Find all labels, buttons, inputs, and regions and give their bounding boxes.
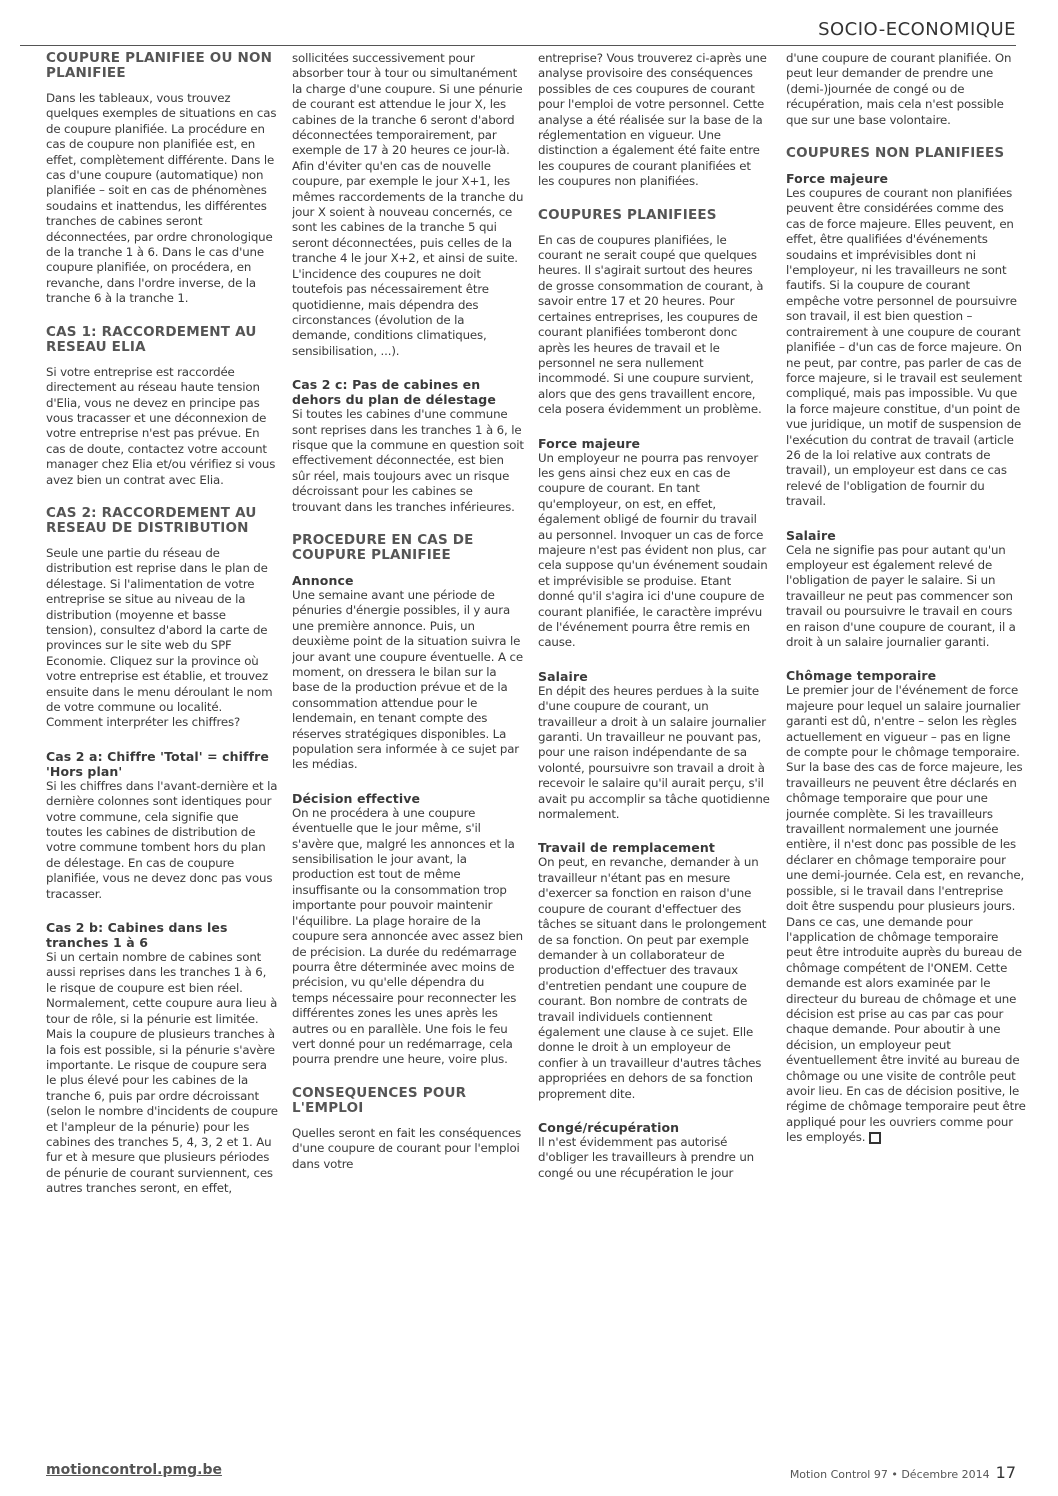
paragraph-text: Le premier jour de l'événement de force majeure pour lequel un salaire journalier garanti est dû, n'entre – selon les règles actuellement en vigueur – pas en ligne de compte pour le chômage temporaire. Sur la base des cas de force majeure, les travailleurs ne peuvent être déclarés en chômage temporaire que pour une journée complète. Si les travailleurs travaillent normalement une journée entière, il n'est donc pas possible de les déclarer en chômage temporaire pour une demi-journée. Cela est, en revanche, possible, si le travail dans l'entreprise doit être suspendu pour plusieurs jours. Dans ce cas, une demande pour l'application de chômage temporaire peut être introduite auprès du bureau de chômage compétent de l'ONEM. Cette demande est alors examinée par le directeur du bureau de chômage et une décision est prise au cas par cas pour chaque demande. Pour aboutir à une décision, un employeur peut éventuellement être invité au bureau de chômage ou une visite de contrôle peut avoir lieu. En cas de décision positive, le régime de chômage temporaire peut être appliqué pour les ouvriers comme pour les employés. — [786, 683, 1026, 1145]
page-number: 17 — [995, 1463, 1016, 1482]
sub-heading: Salaire — [538, 668, 588, 684]
article-block — [292, 377, 524, 515]
paragraph — [786, 186, 1026, 510]
paragraph — [786, 51, 1026, 128]
paragraph — [538, 233, 770, 418]
sub-heading: Force majeure — [786, 171, 889, 187]
sub-heading: Annonce — [292, 572, 354, 588]
paragraph-text: Une semaine avant une période de pénuries d'énergie possibles, il y aura une première annonce. Puis, un deuxième point de la situation suivra le jour avant une coupure éventuelle. A ce moment, on dressera le bilan sur la base de la production prévue et de la consommation attendue pour le lendemain, en tenant compte des réserves stratégiques disponibles. La population sera informée à ce sujet par les médias. — [292, 587, 523, 772]
section-heading: COUPURES PLANIFIEES — [538, 206, 717, 223]
paragraph-text: Seule une partie du réseau de distribution est reprise dans le plan de délestage. Si l'alimentation de votre entreprise se situe au niveau de la distribution (moyenne et basse tension), consultez d'abord la carte de provinces sur le site web du SPF Economie. Cliquez sur la province où votre entreprise est établie, et trouvez ensuite dans le menu déroulant le nom de votre commune ou localité. Comment interpréter les chiffres? — [46, 545, 273, 730]
section-heading: CAS 1: RACCORDEMENT AU RESEAU ELIA — [46, 323, 257, 355]
paragraph — [292, 806, 524, 1068]
paragraph — [538, 684, 770, 823]
sub-heading: Salaire — [786, 527, 836, 543]
article-body — [0, 51, 1058, 1451]
paragraph-text: Les coupures de courant non planifiées peuvent être considérées comme des cas de force majeure. Elles peuvent, en effet, être qualifiées d'événements soudains et imprévisibles dont ni l'employeur, ni les travailleurs ne sont fautifs. Si la coupure de courant empêche votre personnel de poursuivre son travail, il est bien question – contrairement à une coupure de courant planifiée – d'un cas de force majeure. On ne peut, par contre, pas parler de cas de force majeure, si le travail est seulement compliqué, mais pas impossible. Vu que la force majeure constitue, d'un point de vue juridique, un motif de suspension de l'exécution du contrat de travail (article 26 de la loi relative aux contrats de travail), un employeur est dans ce cas relevé de l'obligation de fournir du travail. — [786, 186, 1022, 509]
paragraph-text: Si les chiffres dans l'avant-dernière et la dernière colonnes sont identiques pour votre commune, cela signifie que toutes les cabines de distribution de votre commune tombent hors du plan de délestage. En cas de coupure planifiée, vous ne devez donc pas vous tracasser. — [46, 778, 278, 901]
section-label: SOCIO-ECONOMIQUE — [20, 19, 1016, 46]
column-4 — [786, 51, 1026, 1451]
paragraph — [46, 546, 278, 731]
paragraph-text: Si un certain nombre de cabines sont aussi reprises dans les tranches 1 à 6, le risque de coupure est bien réel. Normalement, cette coupure aura lieu à tour de rôle, si la pénurie est limitée. Mais la coupure de plusieurs tranches à la fois est possible, si la pénurie s'avère importante. Le risque de coupure sera le plus élevé pour les cabines de la tranche 6, puis par ordre décroissant (selon le nombre d'incidents de coupure et l'ampleur de la pénurie) pour les cabines des tranches 5, 4, 3, 2 et 1. Au fur et à mesure que plusieurs périodes de pénurie de courant surviennent, ces autres tranches seront, en effet, — [46, 950, 278, 1196]
sub-heading: Congé/récupération — [538, 1119, 680, 1135]
sub-heading: Cas 2 c: Pas de cabines en dehors du plan de délestage — [292, 377, 496, 408]
paragraph — [46, 365, 278, 488]
paragraph-text: En dépit des heures perdues à la suite d'une coupure de courant, un travailleur a droit à un salaire journalier garanti. Un travailleur ne pouvant pas, pour une raison indépendante de sa volonté, poursuivre son travail a droit à recevoir le salaire qu'il aurait perçu, s'il avait pu accomplir sa tâche quotidienne normalement. — [538, 683, 770, 822]
article-block — [46, 749, 278, 902]
sub-heading: Force majeure — [538, 435, 641, 451]
sub-heading: Cas 2 b: Cabines dans les tranches 1 à 6 — [46, 920, 228, 951]
column-2 — [292, 51, 524, 1451]
article-block — [538, 669, 770, 823]
paragraph-text: sollicitées successivement pour absorber tour à tour ou simultanément la charge d'une coupure. Si une pénurie de courant est attendue le jour X, les cabines de la tranche 6 seront d'abord déconnectées temporairement, par exemple de 17 à 20 heures ce jour-là. Afin d'éviter qu'en cas de nouvelle coupure, par exemple le jour X+1, les mêmes raccordements de la tranche du jour X soient à nouveau concernés, ce sont les cabines de la tranche 5 qui seront déconnectées, puis celles de la tranche 4 le jour X+2, et ainsi de suite. L'incidence des coupures ne doit toutefois pas nécessairement être quotidienne, mais dépendra des circonstances (évolution de la demande, conditions climatiques, sensibilisation, ...). — [292, 51, 524, 358]
paragraph — [538, 1135, 770, 1181]
paragraph-text: d'une coupure de courant planifiée. On peut leur demander de prendre une (demi-)journée de congé ou de récupération, mais cela n'est possible que sur une base volontaire. — [786, 51, 1012, 127]
article-block — [538, 436, 770, 651]
paragraph — [292, 1126, 524, 1172]
paragraph-text: Si toutes les cabines d'une commune sont reprises dans les tranches 1 à 6, le risque que la commune en question soit effectivement déconnectée, est bien sûr réel, mais toujours avec un risque décroissant pour les cabines se trouvant dans les tranches inférieures. — [292, 407, 524, 514]
paragraph — [538, 51, 770, 190]
article-block — [786, 146, 1026, 510]
paragraph-text: Cela ne signifie pas pour autant qu'un employeur est également relevé de l'obligation de payer le salaire. Si un travailleur ne peut pas commencer son travail ou poursuivre le travail en cours en raison d'une coupure de courant, il a droit à un salaire journalier garanti. — [786, 542, 1016, 649]
sub-heading: Décision effective — [292, 790, 421, 806]
paragraph-text: Si votre entreprise est raccordée directement au réseau haute tension d'Elia, vous ne devez en principe pas vous tracasser et une déconnexion de votre entreprise n'est pas prévue. En cas de doute, contactez votre account manager chez Elia et/ou vérifiez si vous avez bien un contrat avec Elia. — [46, 364, 276, 487]
footer-issue — [790, 1463, 1016, 1482]
column-3 — [538, 51, 770, 1451]
article-block — [538, 208, 770, 418]
article-block — [46, 920, 278, 1197]
sub-heading: Chômage temporaire — [786, 668, 937, 684]
article-block — [46, 506, 278, 731]
column-1 — [46, 51, 278, 1451]
paragraph — [46, 950, 278, 1197]
paragraph — [292, 588, 524, 773]
article-block — [786, 51, 1026, 128]
paragraph-text: Il n'est évidemment pas autorisé d'obliger les travailleurs à prendre un congé ou une récupération le jour — [538, 1134, 754, 1180]
paragraph — [46, 779, 278, 902]
footer-site-link[interactable]: motioncontrol.pmg.be — [46, 1462, 222, 1478]
section-heading: CAS 2: RACCORDEMENT AU RESEAU DE DISTRIBUTION — [46, 504, 257, 536]
paragraph — [292, 407, 524, 515]
paragraph — [538, 451, 770, 651]
end-of-article-icon — [869, 1132, 881, 1144]
article-block — [538, 1120, 770, 1181]
article-block — [786, 668, 1026, 1145]
paragraph — [786, 683, 1026, 1145]
section-heading: CONSEQUENCES POUR L'EMPLOI — [292, 1084, 467, 1116]
article-block — [292, 533, 524, 773]
section-heading: PROCEDURE EN CAS DE COUPURE PLANIFIEE — [292, 531, 474, 563]
paragraph — [292, 51, 524, 359]
article-block — [46, 325, 278, 488]
footer-issue-text: Motion Control 97 • Décembre 2014 — [789, 1468, 990, 1481]
paragraph — [538, 855, 770, 1102]
section-heading: COUPURE PLANIFIEE OU NON PLANIFIEE — [46, 51, 273, 81]
paragraph — [46, 91, 278, 307]
paragraph-text: Quelles seront en fait les conséquences d'une coupure de courant pour l'emploi dans votre — [292, 1125, 522, 1171]
section-heading: COUPURES NON PLANIFIEES — [786, 145, 1005, 162]
article-block — [292, 791, 524, 1068]
sub-heading: Cas 2 a: Chiffre 'Total' = chiffre 'Hors plan' — [46, 748, 269, 779]
article-block — [786, 528, 1026, 651]
article-block — [538, 51, 770, 190]
paragraph-text: En cas de coupures planifiées, le courant ne serait coupé que quelques heures. Il s'agirait surtout des heures de grosse consommation de courant, à savoir entre 17 et 20 heures. Pour certaines entreprises, les coupures de courant planifiées tomberont donc après les heures de travail et le personnel ne sera nullement incommodé. Si une coupure survient, alors que des gens travaillent encore, cela posera évidemment un problème. — [538, 232, 764, 417]
paragraph-text: Dans les tableaux, vous trouvez quelques exemples de situations en cas de coupure planifiée. La procédure en cas de coupure non planifiée est, en effet, complètement différente. Dans le cas d'une coupure (automatique) non planifiée – soit en cas de phénomènes soudains et inattendus, les différentes tranches de cabines seront déconnectées, par ordre chronologique de la tranche 1 à 6. Dans le cas d'une coupure planifiée, on procédera, en revanche, dans l'ordre inverse, de la tranche 6 à la tranche 1. — [46, 91, 277, 306]
paragraph-text: On peut, en revanche, demander à un travailleur n'étant pas en mesure d'exercer sa fonction en raison d'une coupure de courant d'effectuer des tâches se situant dans le prolongement de sa fonction. On peut par exemple demander à un collaborateur de production d'effectuer des travaux d'entretien pendant une coupure de courant. Bon nombre de contrats de travail individuels contiennent également une clause à ce sujet. Elle donne le droit à un employeur de confier à un travailleur d'autres tâches appropriées en dehors de sa fonction proprement dite. — [538, 855, 767, 1101]
paragraph — [786, 543, 1026, 651]
paragraph-text: entreprise? Vous trouverez ci-après une analyse provisoire des conséquences possibles de ces coupures de courant pour l'emploi de votre personnel. Cette analyse a été réalisée sur la base de la réglementation en vigueur. Une distinction a également été faite entre les coupures de courant planifiées et les coupures non planifiées. — [538, 51, 767, 189]
paragraph-text: On ne procédera à une coupure éventuelle que le jour même, s'il s'avère que, malgré les annonces et la sensibilisation le jour avant, la production est tout de même insuffisante ou la consommation trop importante pour pouvoir maintenir l'équilibre. La plage horaire de la coupure sera annoncée avec assez bien de précision. La durée du redémarrage pourra être déterminée avec moins de précision, vu qu'elle dépendra du temps nécessaire pour reconnecter les différentes zones les unes après les autres ou en parallèle. Une fois le feu vert donné pour un redémarrage, cela pourra prendre une heure, voire plus. — [292, 805, 523, 1067]
article-block — [292, 1086, 524, 1172]
sub-heading: Travail de remplacement — [538, 840, 715, 856]
article-block — [292, 51, 524, 359]
paragraph-text: Un employeur ne pourra pas renvoyer les gens ainsi chez eux en cas de coupure de courant. En tant qu'employeur, on est, en effet, également obligé de fournir du travail au personnel. Invoquer un cas de force majeure n'est pas évident non plus, car cela suppose qu'un événement soudain et imprévisible se produise. Etant donné qu'il s'agira ici d'une coupure de courant planifiée, le caractère imprévu de l'événement pourra être remis en cause. — [538, 450, 768, 650]
article-block — [538, 840, 770, 1102]
article-block — [46, 51, 278, 307]
